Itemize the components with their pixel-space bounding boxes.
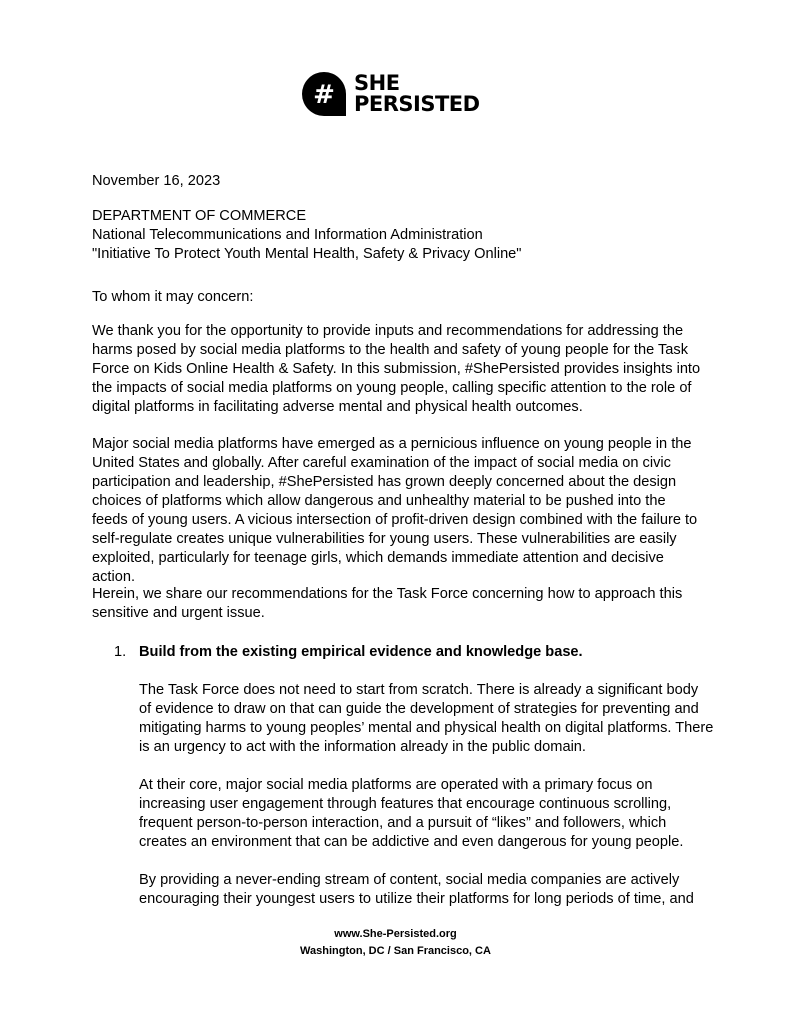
logo-wordmark <box>354 73 480 115</box>
recipient-address <box>92 207 712 264</box>
recipient-department: DEPARTMENT OF COMMERCE <box>92 208 307 224</box>
footer-locations: Washington, DC / San Francisco, CA <box>300 945 491 957</box>
recommendation-paragraph: The Task Force does not need to start from scratch. There is already a significant body of evidence to draw on that can guide the development of strategies for preventing and mitigating harms to young peoples’ mental and physical health on digital platforms. There is an urgency to act with the information already in the public domain. <box>139 682 714 755</box>
logo-glyph: # <box>313 80 335 110</box>
body-paragraph: We thank you for the opportunity to provide inputs and recommendations for addressing the harms posed by social media platforms to the health and safety of young people for the Task Force on Kids Online Health & Safety. In this submission, #ShePersisted provides insights into the impacts of social media platforms on young people, calling specific attention to the role of digital platforms in facilitating adverse mental and physical health outcomes. <box>92 323 701 415</box>
she-persisted-logo <box>300 70 480 118</box>
recommendation-paragraph: At their core, major social media platforms are operated with a primary focus on increasing user engagement through features that encourage continuous scrolling, frequent person-to-person interaction, and a pursuit of “likes” and followers, which creates an environment that can be addictive and even dangerous for young people. <box>139 777 684 850</box>
body-paragraph: Major social media platforms have emerged as a pernicious influence on young people in the United States and globally. After careful examination of the impact of social media on civic participation and leadership, #ShePersisted has grown deeply concerned about the design choices of platforms which allow dangerous and unhealthy material to be pushed into the feeds of young users. A vicious intersection of profit-driven design combined with the failure to self-regulate creates unique vulnerabilities for young users. These vulnerabilities are easily exploited, particularly for teenage girls, which demands immediate attention and decisive action. <box>92 436 698 585</box>
logo-line-2: PERSISTED <box>354 92 480 116</box>
recipient-agency: National Telecommunications and Information Administration <box>92 227 483 243</box>
letter-date: November 16, 2023 <box>92 173 221 189</box>
hashtag-badge-icon <box>300 70 348 118</box>
recommendation-heading: Build from the existing empirical evidence and knowledge base. <box>139 644 583 660</box>
logo-line-1: SHE <box>354 71 400 95</box>
recommendation-paragraph: By providing a never-ending stream of content, social media companies are actively encouraging their youngest users to utilize their platforms for long periods of time, and <box>139 872 694 907</box>
recipient-initiative: "Initiative To Protect Youth Mental Health, Safety & Privacy Online" <box>92 246 522 262</box>
footer-website-link[interactable]: www.She-Persisted.org <box>334 928 457 940</box>
salutation: To whom it may concern: <box>92 289 254 305</box>
body-paragraph: Herein, we share our recommendations for the Task Force concerning how to approach this sensitive and urgent issue. <box>92 586 683 621</box>
list-item-number: 1. <box>114 644 127 660</box>
